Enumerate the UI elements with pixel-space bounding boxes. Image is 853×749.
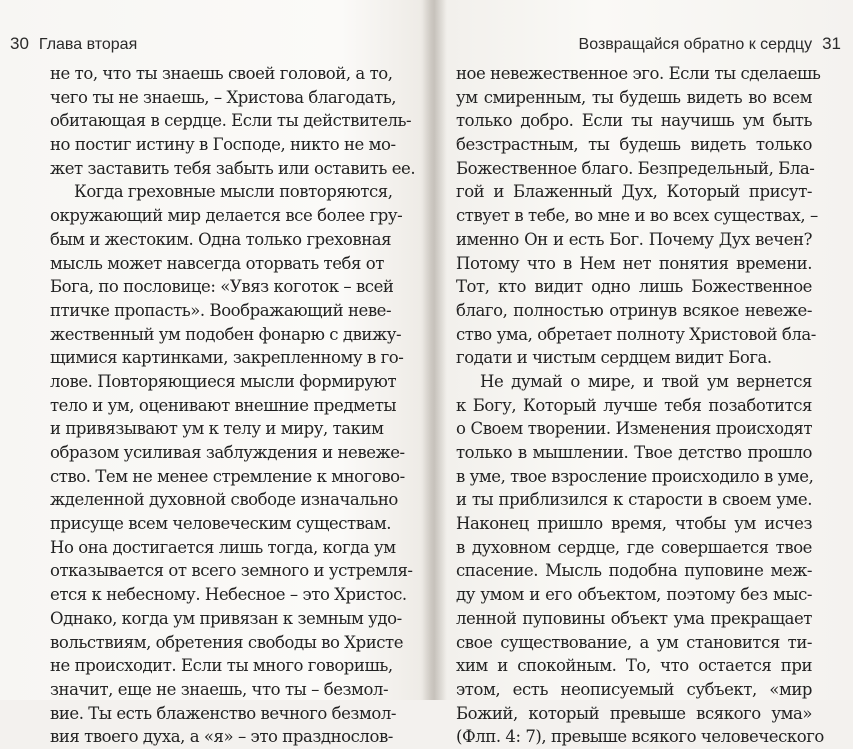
text-line: вольствиям, обретения свободы во Христе — [50, 632, 404, 652]
text-line: окружающий мир делается все более гру- — [50, 206, 403, 226]
text-line: благо, полностью отринув всякое невеже- — [456, 300, 812, 320]
text-line: тело и ум, оценивают внешние предметы — [50, 395, 397, 415]
text-line: Однако, когда ум привязан к земным удо- — [50, 608, 402, 628]
text-line: Не думай о мире, и твой ум вернется — [480, 371, 812, 391]
text-line: только в мышлении. Твое детство прошло — [456, 443, 812, 462]
text-line: ство ума, обретает полноту Христовой бла- — [456, 324, 816, 344]
text-line: бым и жестоким. Одна только греховная — [50, 229, 392, 249]
text-line: ется к небесному. Небесное – это Христос. — [50, 585, 407, 605]
text-line: птичке пропасть». Воображающий неве- — [50, 300, 392, 320]
right-page — [426, 0, 853, 747]
right-page-text — [456, 62, 824, 749]
text-line: щимися картинками, закрепленному в го- — [50, 348, 404, 368]
text-line: обитающая в сердце. Если ты действитель- — [50, 111, 412, 131]
text-line: чего ты не знаешь, – Христова благодать, — [50, 87, 397, 107]
text-line: вие. Ты есть блаженство вечного безмол- — [50, 703, 397, 723]
text-line: значит, еще не знаешь, что ты – безмол- — [50, 679, 389, 699]
text-line: (Флп. 4: 7), превыше всякого человеческого — [456, 727, 824, 747]
text-line: Когда греховные мысли повторяются, — [74, 182, 393, 202]
text-line: свое существование, а ум становится ти- — [456, 632, 812, 652]
text-line: мысль может навсегда оторвать тебя от — [50, 253, 384, 273]
text-line: именно Он и есть Бог. Почему Дух вечен? — [456, 229, 812, 249]
text-line: лове. Повторяющиеся мысли формируют — [50, 371, 397, 391]
text-line: ствует в тебе, во мне и во всех существах, – — [456, 206, 818, 226]
text-line: Божий, который превыше всякого ума» — [456, 703, 812, 723]
text-line: не то, что ты знаешь своей головой, а то, — [50, 64, 393, 83]
text-line: в уме, твое взросление происходило в уме, — [456, 466, 814, 486]
right-running-header — [579, 34, 841, 56]
text-line: Тот, кто видит одно лишь Божественное — [456, 277, 812, 297]
text-line: жет заставить тебя забыть или оставить ее. — [50, 158, 416, 178]
text-line: безстрастным, ты будешь видеть только — [456, 135, 812, 155]
text-line: жделенной духовной свободе изначально — [50, 490, 398, 510]
left-page-text — [50, 62, 416, 749]
text-line: спасение. Мысль подобна пуповине меж- — [456, 561, 812, 581]
text-line: Бога, по пословице: «Увяз коготок – всей — [50, 277, 394, 297]
text-line: присуще всем человеческим существам. — [50, 514, 392, 534]
text-line: и ты приблизился к старости в своем уме. — [456, 490, 812, 510]
text-line: жественный ум подобен фонарю с движу- — [50, 324, 402, 344]
text-line: хим и спокойным. То, что остается при — [456, 656, 812, 676]
text-line: и привязывают ум к телу и миру, таким — [50, 419, 384, 439]
left-chapter-title: Глава вторая — [38, 36, 138, 53]
left-page-number: 30 — [10, 34, 29, 53]
text-line: вия твоего духа, а «я» – это празднослов- — [50, 727, 393, 747]
text-line: к Богу, Который лучше тебя позаботится — [456, 395, 812, 415]
text-line: о Своем творении. Изменения происходят — [456, 419, 812, 439]
text-line: Божественное благо. Безпредельный, Бла- — [456, 158, 815, 178]
text-line: Наконец пришло время, чтобы ум исчез — [456, 514, 812, 534]
left-running-header — [10, 34, 137, 56]
text-line: Потому что в Нем нет понятия времени. — [456, 253, 812, 273]
right-chapter-title: Возвращайся обратно к сердцу — [578, 36, 813, 53]
text-line: этом, есть неописуемый субъект, «мир — [456, 679, 812, 699]
right-page-number: 31 — [822, 34, 841, 53]
text-line: гой и Блаженный Дух, Который присут- — [456, 182, 812, 202]
text-line: ство. Тем не менее стремление к многово- — [50, 466, 405, 486]
text-line: не происходит. Если ты много говоришь, — [50, 656, 393, 676]
text-line: ленной пуповины объект ума прекращает — [456, 608, 812, 628]
text-line: ное невежественное эго. Если ты сделаешь — [456, 64, 821, 83]
text-line: но постиг истину в Господе, никто не мо- — [50, 135, 396, 155]
left-page — [0, 0, 426, 747]
text-line: в духовном сердце, где совершается твое — [456, 537, 812, 557]
text-line: ду умом и его объектом, поэтому без мыс- — [456, 585, 812, 605]
text-line: образом усиливая заблуждения и невеже- — [50, 443, 405, 462]
text-line: годати и чистым сердцем видит Бога. — [456, 348, 772, 368]
text-line: ум смиренным, ты будешь видеть во всем — [456, 87, 812, 107]
text-line: только добро. Если ты научишь ум быть — [456, 111, 812, 131]
text-line: отказывается от всего земного и устремля- — [50, 561, 413, 581]
text-line: Но она достигается лишь тогда, когда ум — [50, 537, 396, 557]
